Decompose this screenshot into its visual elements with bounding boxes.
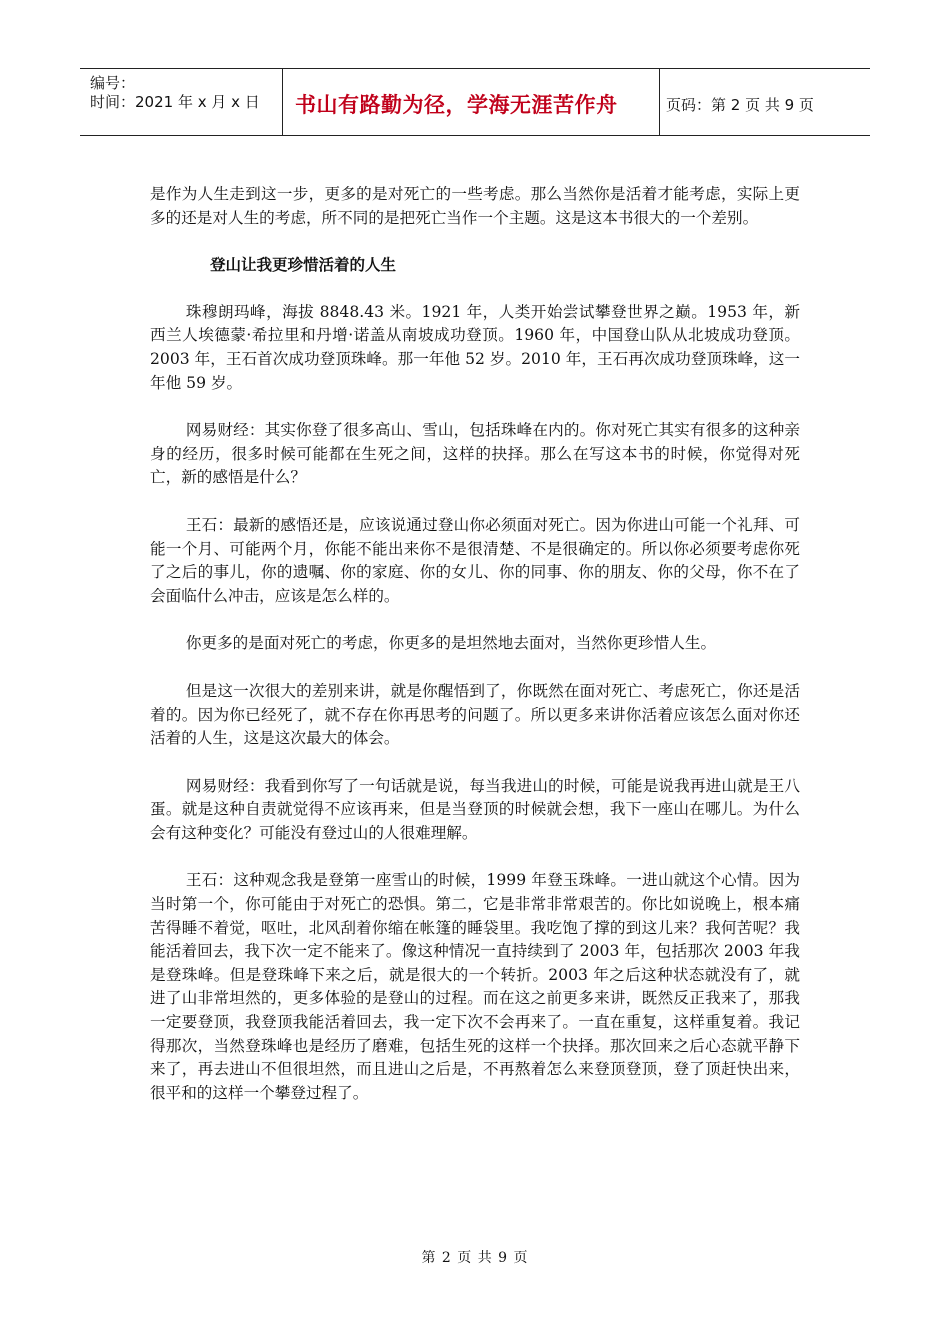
header-motto-cell: [283, 69, 660, 135]
header-meta-cell: [80, 69, 283, 135]
header-page-cell: [660, 69, 870, 135]
document-number-label: 编号：: [90, 74, 136, 92]
body-paragraph: 你更多的是面对死亡的考虑，你更多的是坦然地去面对，当然你更珍惜人生。: [185, 634, 717, 653]
document-body: [150, 183, 800, 1129]
body-paragraph: 网易财经：我看到你写了一句话就是说，每当我进山的时候，可能是说我再进山就是王八蛋。就是这种自责就觉得不应该再来，但是当登顶的时候就会想，我下一座山在哪儿。为什么会有这种变化？可能没有登过山的人很难理解。: [150, 776, 800, 842]
header-table: [80, 68, 870, 136]
body-paragraph: 但是这一次很大的差别来讲，就是你醒悟到了，你既然在面对死亡、考虑死亡，你还是活着的。因为你已经死了，就不存在你再思考的问题了。所以更多来讲你活着应该怎么面对你还活着的人生，这是这次最大的体会。: [150, 681, 800, 748]
document-date-line: 时间：2021 年 x 月 x 日: [90, 93, 260, 111]
section-title: 登山让我更珍惜活着的人生: [210, 256, 397, 275]
body-paragraph: 珠穆朗玛峰，海拔 8848.43 米。1921 年，人类开始尝试攀登世界之巅。1953 年，新西兰人埃德蒙·希拉里和丹增·诺盖从南坡成功登顶。1960 年，中国登山队从北坡成功登顶。2003 年，王石首次成功登顶珠峰。那一年他 52 岁。2010 年，王石再次成功登顶珠峰，这一年他 59 岁。: [150, 302, 800, 392]
body-paragraph: 王石：这种观念我是登第一座雪山的时候，1999 年登玉珠峰。一进山就这个心情。因为当时第一个，你可能由于对死亡的恐惧。第二，它是非常非常艰苦的。你比如说晚上，根本痛苦得睡不着觉，呕吐，北风刮着你缩在帐篷的睡袋里。我吃饱了撑的到这儿来？我何苦呢？我能活着回去，我下次一定不能来了。像这种情况一直持续到了 2003 年，包括那次 2003 年我是登珠峰。但是登珠峰下来之后，就是很大的一个转折。2003 年之后这种状态就没有了，就进了山非常坦然的，更多体验的是登山的过程。而在这之前更多来讲，既然反正我来了，那我一定要登顶，我登顶我能活着回去，我一定下次不会再来了。一直在重复，这样重复着。我记得那次，当然登珠峰也是经历了磨难，包括生死的这样一个抉择。那次回来之后心态就平静下来了，再去进山不但很坦然，而且进山之后是，不再熬着怎么来登顶登顶，登了顶赶快出来，很平和的这样一个攀登过程了。: [150, 871, 800, 1102]
body-paragraph: 网易财经：其实你登了很多高山、雪山，包括珠峰在内的。你对死亡其实有很多的这种亲身的经历，很多时候可能都在生死之间，这样的抉择。那么在写这本书的时候，你觉得对死亡，新的感悟是什么？: [150, 421, 800, 487]
body-paragraph: 王石：最新的感悟还是，应该说通过登山你必须面对死亡。因为你进山可能一个礼拜、可能一个月、可能两个月，你能不能出来你不是很清楚、不是很确定的。所以你必须要考虑你死了之后的事儿，你的遗嘱、你的家庭、你的女儿、你的同事、你的朋友、你的父母，你不在了会面临什么冲击，应该是怎么样的。: [150, 515, 800, 605]
header-motto: 书山有路勤为径，学海无涯苦作舟: [295, 93, 618, 117]
header-page-info: 页码：第 2 页 共 9 页: [666, 96, 814, 114]
page-footer: 第 2 页 共 9 页: [421, 1250, 529, 1266]
intro-paragraph: 是作为人生走到这一步，更多的是对死亡的一些考虑。那么当然你是活着才能考虑，实际上更多的还是对人生的考虑，所不同的是把死亡当作一个主题。这是这本书很大的一个差别。: [150, 185, 800, 227]
